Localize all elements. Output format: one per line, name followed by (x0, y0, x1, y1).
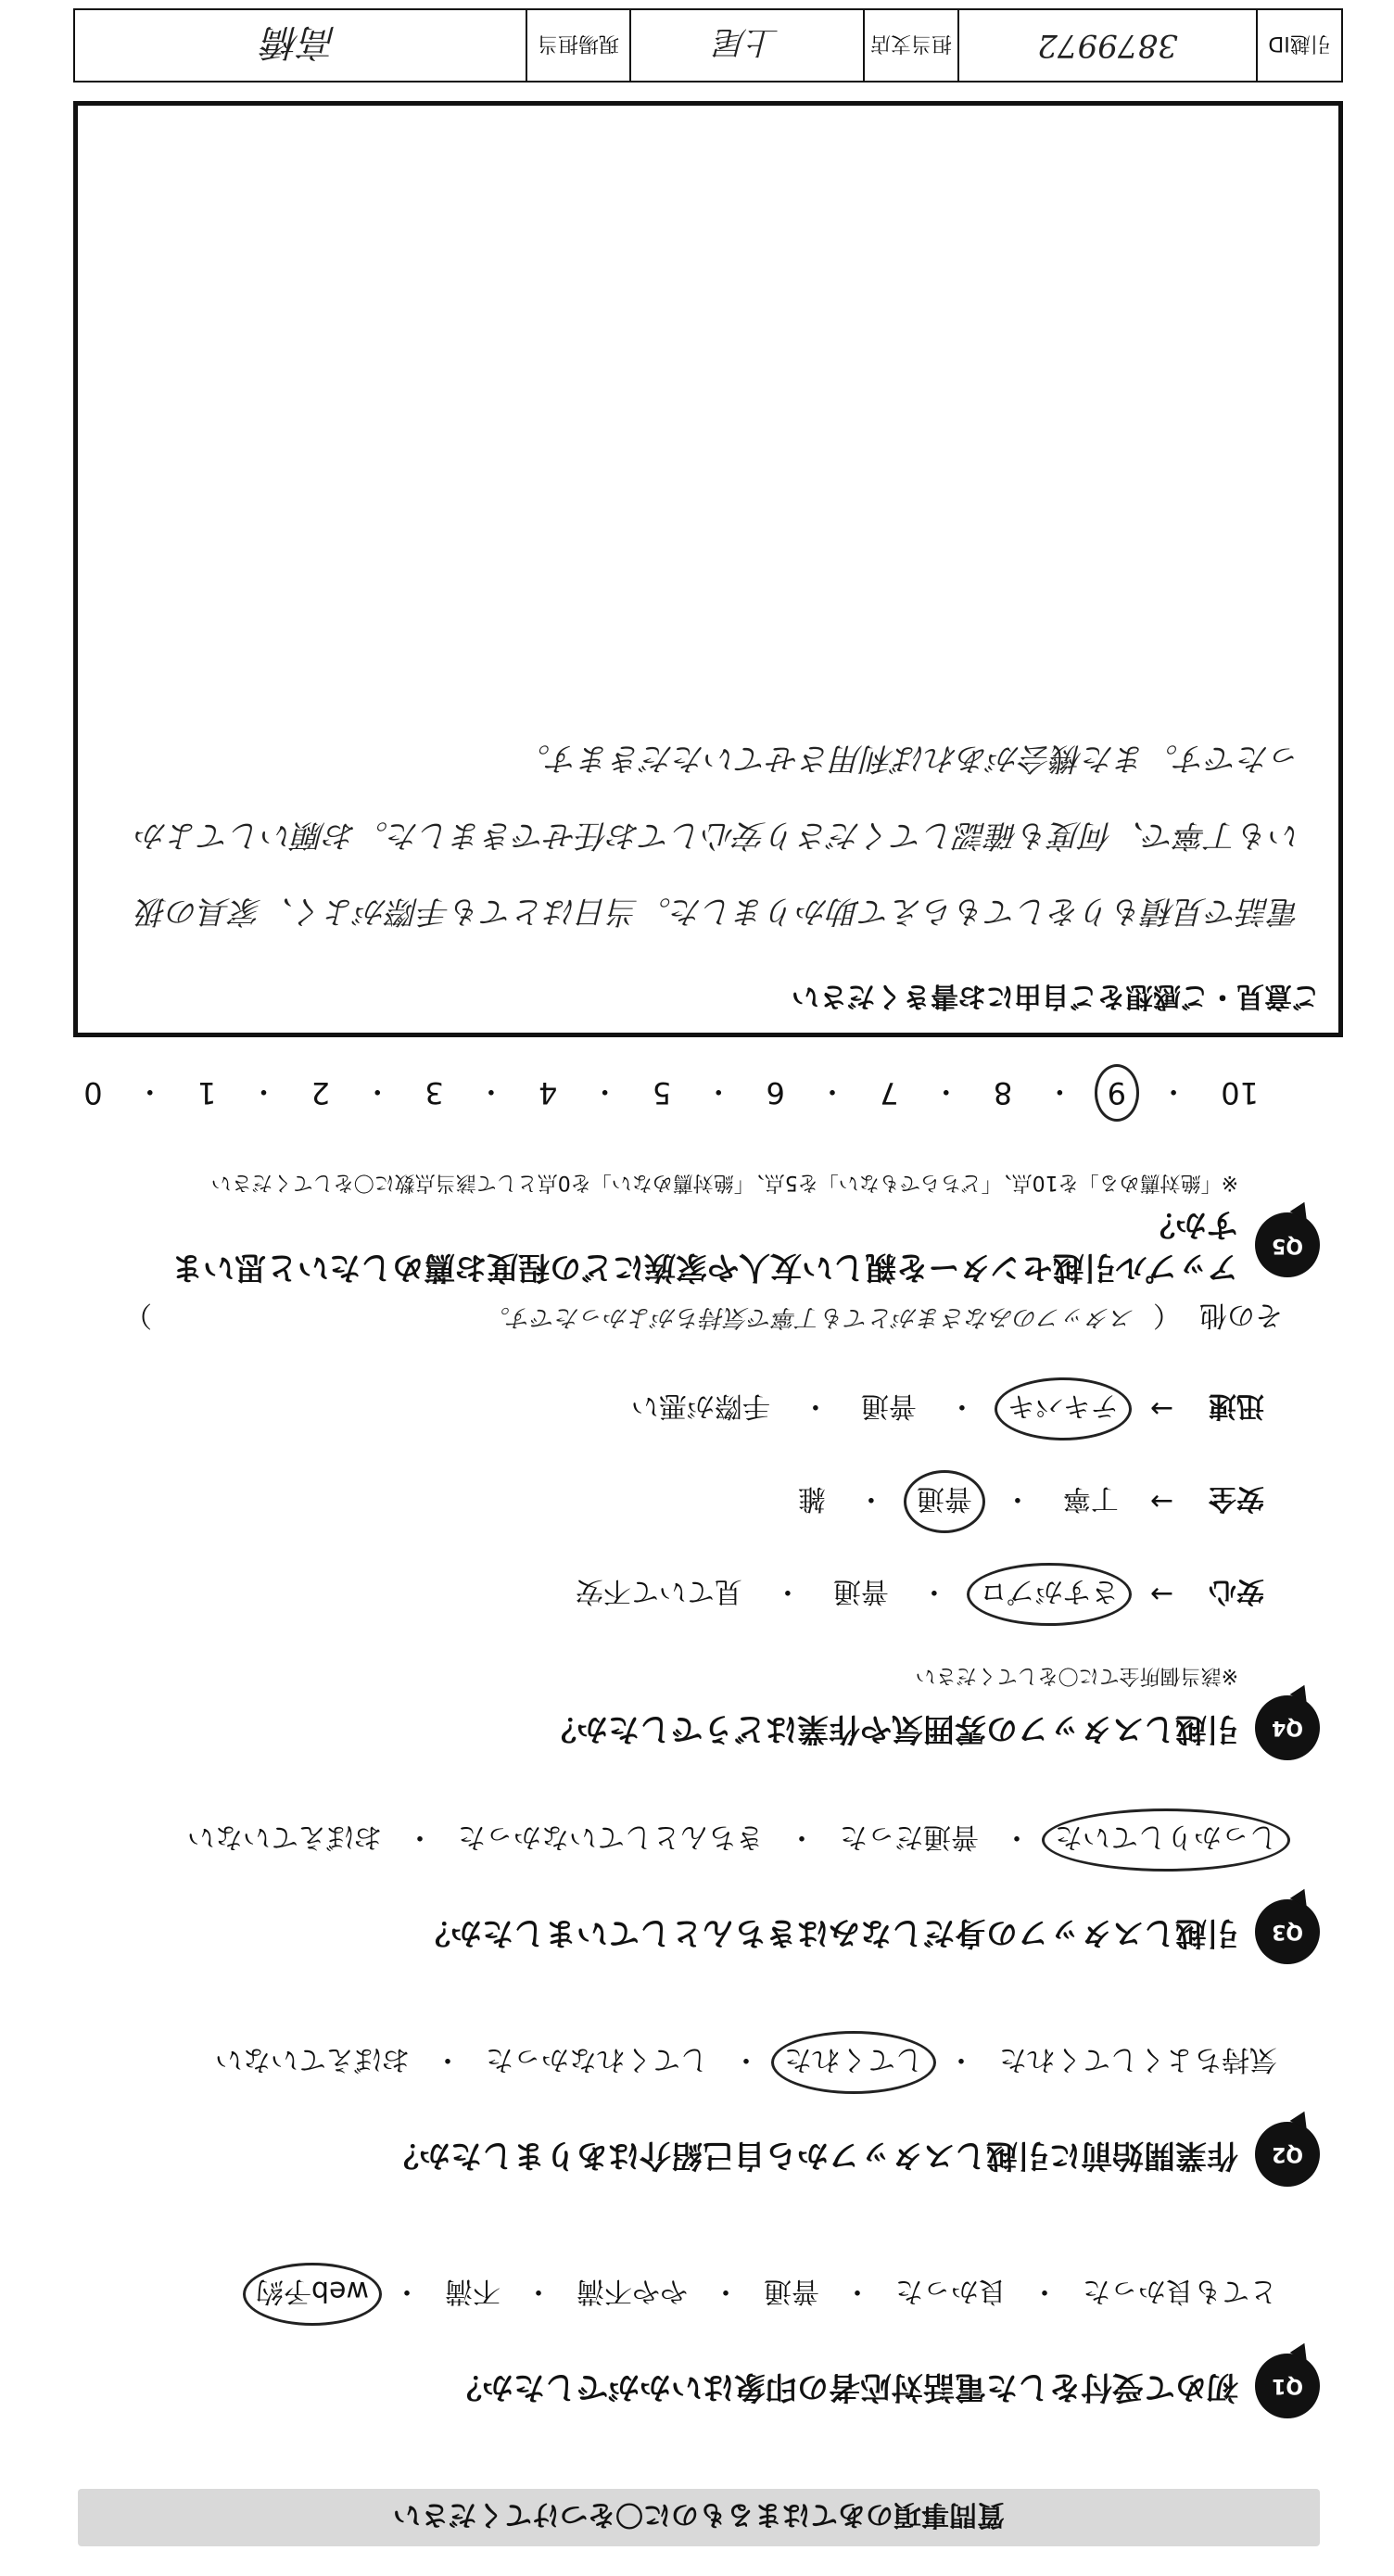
q5-score[interactable]: 6 (766, 1075, 785, 1111)
q5-score[interactable]: 2 (310, 1075, 331, 1111)
q5-score[interactable]: 8 (993, 1075, 1013, 1111)
q2-badge: Q2 (1255, 2122, 1320, 2187)
q3-badge: Q3 (1255, 1899, 1320, 1964)
comment-handwritten-text[interactable]: 電話で見積もりをしてもらえて助かりました。当日はとても手際がよく、家具の扱いも丁寧で、何度も確認してくださり安心してお任せできました。お願いしてよかったです。また機会があれば利用させていただきます。 (135, 740, 1301, 930)
q4-sub-option[interactable]: 見ていて不安 (575, 1575, 742, 1607)
q5-score[interactable]: 3 (425, 1075, 444, 1111)
q4-sub-option[interactable]: 雑 (797, 1482, 826, 1515)
q4-note: ※該当個所全てに〇をしてください (915, 1664, 1238, 1687)
q3-option[interactable]: きちんとしていなかった (458, 1821, 764, 1853)
q4-sub-option-selected[interactable]: 普通 (911, 1478, 978, 1526)
q3-option-selected[interactable]: しっかりしていた (1049, 1816, 1283, 1864)
q1-text: 初めて受付をした電話対応者の印象はいかがでしたか？ (450, 2367, 1238, 2405)
q1-badge: Q1 (1255, 2354, 1320, 2418)
q2-text: 作業開始前に引越しスタッフから自己紹介はありましたか？ (387, 2136, 1238, 2174)
comment-heading: ご意見・ご感想をご自由にお書きください (792, 980, 1320, 1012)
question-q1 (78, 2270, 1320, 2418)
q5-badge: Q5 (1255, 1212, 1320, 1277)
q1-option[interactable]: 普通 (764, 2275, 819, 2307)
question-q2 (78, 2038, 1320, 2187)
q2-option[interactable]: 気持ちよくしてくれた (999, 2043, 1277, 2075)
q4-sub-jinsoku: 迅速 → テキパキ ・ 普通 ・ 手際が悪い (78, 1385, 1264, 1433)
q4-sub-option[interactable]: 普通 (860, 1390, 917, 1422)
footer-info-table (73, 8, 1343, 82)
q1-options: とても良かった ・ 良かった ・ 普通 ・ やや不満 ・ 不満 ・ web予約 (78, 2270, 1283, 2318)
q3-option[interactable]: おぼえていない (187, 1821, 382, 1853)
q3-option[interactable]: 普通だった (840, 1821, 979, 1853)
q1-option-selected[interactable]: web予約 (250, 2270, 374, 2318)
footer-id-value[interactable]: 3879972 (957, 10, 1256, 81)
q2-option[interactable]: してくれなかった (486, 2043, 708, 2075)
q4-text: 引越しスタッフの雰囲気や作業はどうでしたか？ (545, 1709, 1238, 1747)
q5-score[interactable]: 7 (880, 1075, 899, 1111)
q4-sub-option[interactable]: 丁寧 (1062, 1482, 1119, 1515)
q2-option[interactable]: おぼえていない (215, 2043, 410, 2075)
q1-option[interactable]: 良かった (895, 2275, 1007, 2307)
footer-branch-value[interactable]: 上尾 (629, 10, 863, 81)
q2-options: 気持ちよくしてくれた ・ してくれた ・ してくれなかった ・ おぼえていない (78, 2038, 1283, 2087)
q4-sub-option[interactable]: 普通 (832, 1575, 889, 1607)
q1-option[interactable]: やや不満 (577, 2275, 688, 2307)
q4-sub-label: 安心 (1209, 1575, 1264, 1607)
survey-title-band (78, 2489, 1320, 2546)
q4-sub-anzen: 安全 → 丁寧 ・ 普通 ・ 雑 (78, 1478, 1264, 1526)
q5-scale: 10 ・ 9 ・ 8 ・ 7 ・ 6 ・ 5 ・ 4 ・ 3 ・ 2 ・ 1 ・ 0 (78, 1072, 1264, 1114)
q5-score[interactable]: 1 (196, 1075, 217, 1111)
q5-score-selected[interactable]: 9 (1102, 1072, 1132, 1114)
q4-other: その他 （ スタッフのみなさまがとても丁寧で気持ちがよかったです。 ） (78, 1295, 1283, 1339)
q4-sub-option[interactable]: 手際が悪い (630, 1390, 770, 1422)
q2-option-selected[interactable]: してくれた (779, 2038, 929, 2087)
arrow-icon: → (1149, 1578, 1173, 1611)
footer-id-label: 引越ID (1256, 10, 1341, 81)
q4-sub-option-selected[interactable]: テキパキ (1002, 1385, 1124, 1433)
question-q3 (78, 1816, 1320, 1964)
q4-sub-anshin: 安心 → さすがプロ ・ 普通 ・ 見ていて不安 (78, 1570, 1264, 1618)
q3-options: しっかりしていた ・ 普通だった ・ きちんとしていなかった ・ おぼえていない (78, 1816, 1283, 1864)
q4-sub-option-selected[interactable]: さすがプロ (974, 1570, 1124, 1618)
survey-title: 質問事項のあてはまるものに〇をつけてください (393, 2498, 1005, 2531)
q5-score[interactable]: 5 (652, 1075, 672, 1111)
question-q4 (78, 1295, 1320, 1760)
question-q5 (78, 1072, 1320, 1288)
q3-text: 引越しスタッフの身だしなみはきちんとしていましたか？ (419, 1913, 1238, 1951)
q5-score[interactable]: 4 (539, 1075, 558, 1111)
q5-text: アップル引越センターを親しい友人や家族にどの程度お薦めしたいと思いますか？ (171, 1206, 1238, 1286)
q1-option[interactable]: 不満 (445, 2275, 501, 2307)
comment-box (73, 101, 1343, 1037)
arrow-icon: → (1149, 1485, 1173, 1518)
q5-note: ※「絶対薦める」を10点、「どちらでもない」を5点、「絶対薦めない」を0点として該当点数に〇をしてください (210, 1171, 1238, 1195)
q4-sub-label: 安全 (1209, 1482, 1264, 1515)
q4-badge: Q4 (1255, 1695, 1320, 1760)
footer-leader-value[interactable]: 高橋 (263, 20, 337, 64)
footer-branch-label: 担当支店 (863, 10, 957, 81)
q4-sub-label: 迅速 (1209, 1390, 1264, 1422)
q1-option[interactable]: とても良かった (1083, 2275, 1277, 2307)
footer-leader-label: 現場担当 (526, 10, 629, 81)
q4-other-label: その他 (1199, 1299, 1283, 1331)
q5-score[interactable]: 10 (1221, 1075, 1259, 1111)
q5-score[interactable]: 0 (83, 1075, 103, 1111)
q4-other-handwritten[interactable]: スタッフのみなさまがとても丁寧で気持ちがよかったです。 (486, 1303, 1134, 1331)
arrow-icon: → (1149, 1392, 1173, 1426)
